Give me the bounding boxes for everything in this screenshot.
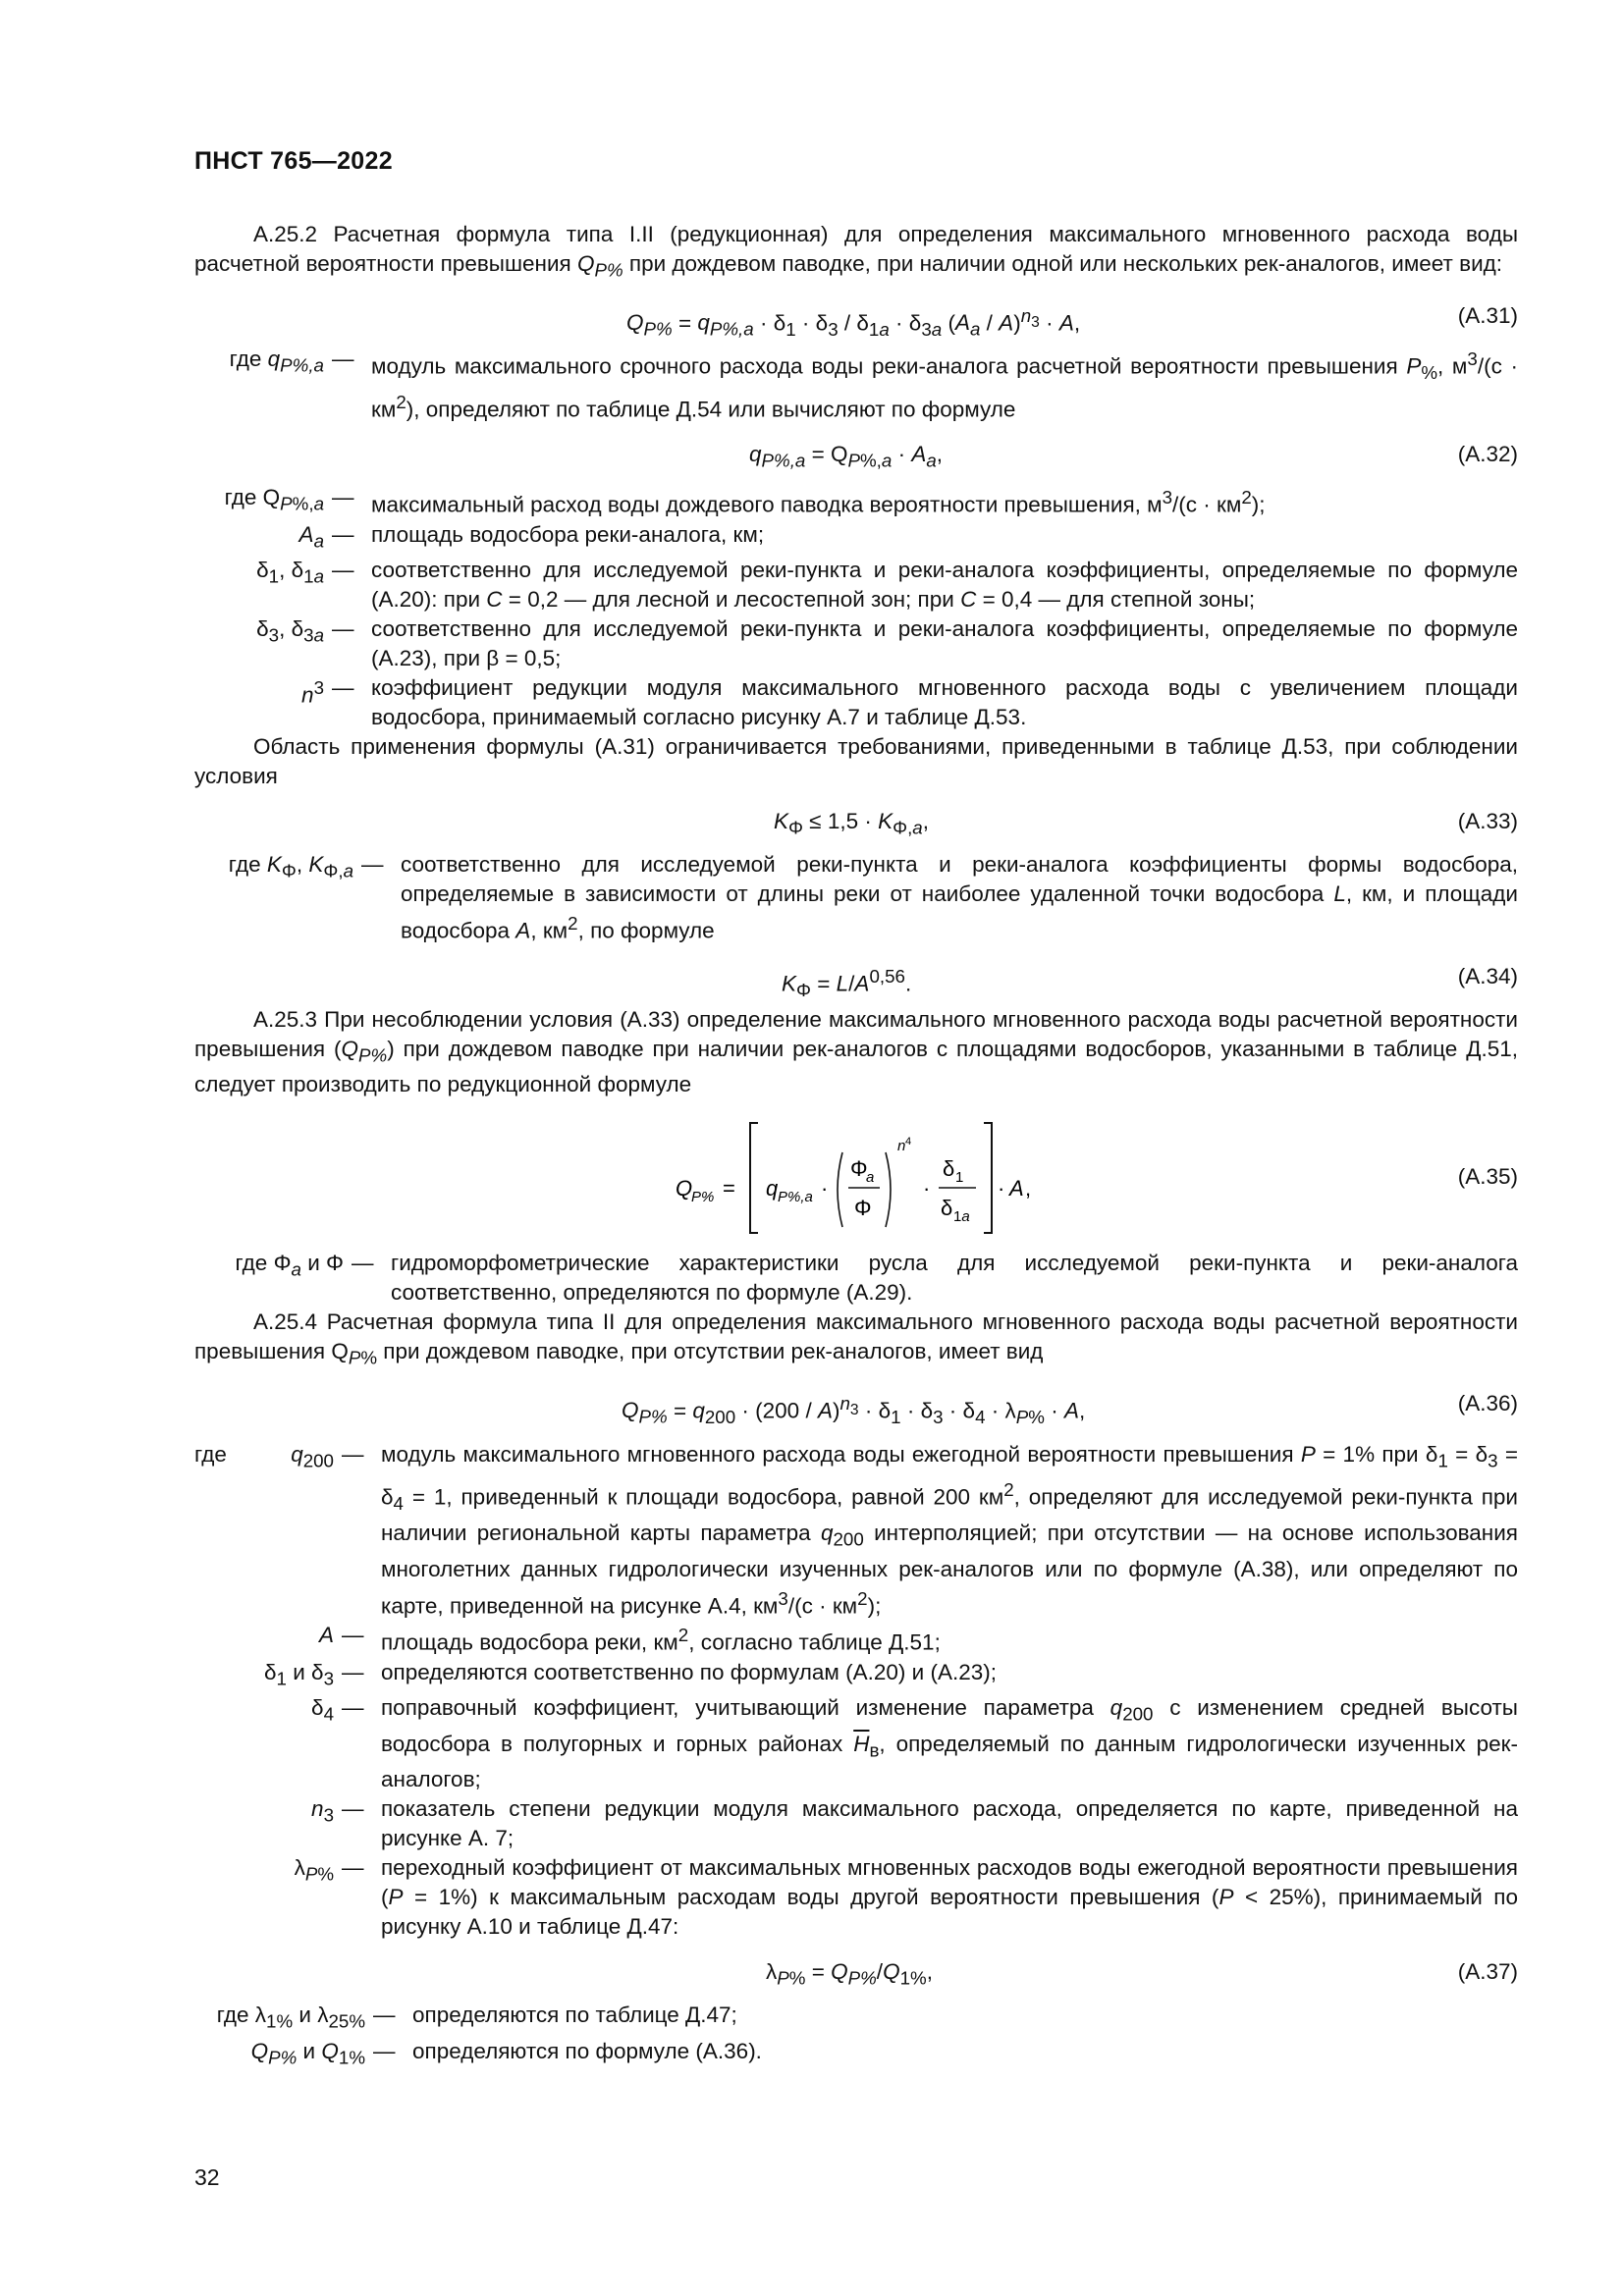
definition-text: соответственно для исследуемой реки-пункта и реки-аналога коэффициенты формы водосбора, определяемые в зависимости от длины реки от наиболее удаленной точки водосбора L, км, и площади водосбора A, $км^2$, по формуле — [401, 852, 1518, 943]
definition-term: $\delta_4$ — [311, 1695, 334, 1725]
paragraph-a25-2: А.25.2 Расчетная формула типа I.II (редукционная) для определения максимального мгновенного расхода воды расчетной вероятности превышения $Q_{P\%}$ при дождевом паводке, при наличии одной или нескольких рек-аналогов, имеет вид: — [194, 222, 1518, 281]
definition-text: определяются по таблице Д.47; — [412, 2002, 737, 2027]
formula-number: (А.31) — [1457, 302, 1518, 328]
svg-text:1: 1 — [955, 1169, 964, 1186]
definition-n3-map: $n_3$ — показатель степени редукции модуля максимального расхода, определяется по карте, приведенной на рисунке А. 7; — [194, 1794, 1518, 1853]
definition-n3: $n^3$ — коэффициент редукции модуля максимального мгновенного расхода воды с увеличением площади водосбора, принимаемый согласно рисунку А.7 и таблице Д.53. — [194, 673, 1518, 732]
definition-term: где $Q_{P\%,a}$ — [224, 485, 324, 514]
formula-number: (А.33) — [1457, 809, 1518, 833]
paragraph-a25-4: А.25.4 Расчетная формула типа II для определения максимального мгновенного расхода воды расчетной вероятности превышения $Q_{P\%}$ при дождевом паводке, при отсутствии рек-аналогов, имеет вид — [194, 1309, 1518, 1368]
formula-a33-expression: $K_\Phi \le 1,5 \cdot K_{\Phi,a}$, — [774, 809, 929, 838]
definition-lambda: $\lambda_{P\%}$ — переходный коэффициент от максимальных мгновенных расходов воды ежегодной вероятности превышения (P = 1%) к максимальным расходам воды другой вероятности превышения (P < 25%), принимаемый по рисунку А.10 и таблице Д.47: — [194, 1853, 1518, 1942]
definition-text: площадь водосбора реки, $км^2$, согласно таблице Д.51; — [381, 1625, 941, 1655]
formula-a31-expression: $Q_{P\%} = q_{P\%,a} \cdot \delta_1 \cdot \delta_3 / \delta_{1a} \cdot \delta_{3a}$ $(A_a / A)^{n_3} \cdot A$, — [626, 304, 1081, 340]
formula-a36 — [194, 1379, 1518, 1434]
svg-text:P%,a: P%,a — [778, 1189, 813, 1205]
definition-lambda-1-25: где $\lambda_{1\%}$ и $\lambda_{25\%}$ — определяются по таблице Д.47; — [194, 2001, 1518, 2037]
definition-QP-Q1: $Q_{P\%}$ и $Q_{1\%}$ — определяются по формуле (А.36). — [194, 2037, 1518, 2073]
definition-term: $q_{200}$ — [291, 1441, 334, 1470]
definition-text: соответственно для исследуемой реки-пункта и реки-аналога коэффициенты, определяемые по формуле (А.20): при C = 0,2 — для лесной и лесостепной зон; при C = 0,4 — для степной зоны; — [371, 558, 1518, 612]
definition-text: соответственно для исследуемой реки-пункта и реки-аналога коэффициенты, определяемые по формуле (А.23), при β = 0,5; — [371, 616, 1518, 670]
definition-term: где $\Phi_a$ и Φ — [235, 1251, 344, 1280]
svg-text:Φ: Φ — [854, 1196, 872, 1220]
formula-number: (А.34) — [1457, 963, 1518, 988]
svg-text:Φ: Φ — [850, 1156, 868, 1181]
formula-a33 — [194, 797, 1518, 844]
formula-a34 — [194, 952, 1518, 999]
svg-text:P%: P% — [691, 1189, 715, 1205]
definition-text: определяются соответственно по формулам (А.20) и (А.23); — [381, 1659, 997, 1684]
definition-Q-p-a: где $Q_{P\%,a}$ — максимальный расход воды дождевого паводка вероятности превышения, $м^3/(с \cdot км^2)$; — [194, 483, 1518, 520]
definition-q200: где $q_{200}$ — модуль максимального мгновенного расхода воды ежегодной вероятности превышения P = 1% при $\delta_1 = \delta_3 = \delta_4 = 1$, приведенный к площади водосбора, равной 200 $км^2$, определяют для исследуемой реки-пункта при наличии региональной карты параметра $q_{200}$ интерполяцией; при отсутствии — на основе использования многолетних данных гидрологически изученных рек-аналогов или по формуле (А.38), или определяют по карте, приведенной на рисунке А.4, $км^3/(с \cdot км^2)$; — [194, 1440, 1518, 1622]
formula-a37-expression: $\lambda_{P\%} = Q_{P\%}/Q_{1\%}$, — [766, 1959, 933, 1989]
definition-text: площадь водосбора реки-аналога, км; — [371, 521, 765, 547]
formula-number: (А.37) — [1457, 1959, 1518, 1984]
definition-delta1: $\delta_1$, $\delta_{1a}$ — соответственно для исследуемой реки-пункта и реки-аналога коэффициенты, определяемые по формуле (А.20): при C = 0,2 — для лесной и лесостепной зон; при C = 0,4 — для степной зоны; — [194, 556, 1518, 614]
page-number: 32 — [194, 2164, 220, 2190]
definition-term: где $\lambda_{1\%}$ и $\lambda_{25\%}$ — [216, 2002, 365, 2032]
definition-Phi: где $\Phi_a$ и Φ — гидроморфометрические характеристики русла для исследуемой реки-пункта и реки-аналога соответственно, определяются по формуле (А.29). — [194, 1249, 1518, 1308]
svg-text:4: 4 — [905, 1136, 912, 1148]
definition-term: $A_a$ — [298, 521, 324, 551]
definition-term: где $K_\Phi$, $K_{\Phi,a}$ — [228, 852, 353, 881]
svg-text:·: · — [923, 1176, 931, 1201]
svg-text:δ: δ — [943, 1156, 955, 1181]
definition-term: $\delta_3$, $\delta_{3a}$ — [256, 616, 324, 646]
definition-term: $\lambda_{P\%}$ — [294, 1855, 334, 1885]
formula-a35-expression — [676, 1105, 1068, 1243]
definition-term: A — [318, 1623, 334, 1647]
svg-text:=: = — [723, 1176, 735, 1201]
definition-text: гидроморфометрические характеристики русла для исследуемой реки-пункта и реки-аналога соответственно, определяются по формуле (А.29). — [391, 1251, 1518, 1305]
definition-A: A — площадь водосбора реки, $км^2$, согласно таблице Д.51; — [194, 1621, 1518, 1658]
definition-q-p-a: где $q_{P\%,a}$ — модуль максимального срочного расхода воды реки-аналога расчетной вероятности превышения $P_{\%}$, $м^3/(с \cdot км^2)$, определяют по таблице Д.54 или вычисляют по формуле — [194, 345, 1518, 425]
definition-delta3: $\delta_3$, $\delta_{3a}$ — соответственно для исследуемой реки-пункта и реки-аналога коэффициенты, определяемые по формуле (А.23), при β = 0,5; — [194, 614, 1518, 673]
definition-term: $n_3$ — [311, 1796, 334, 1826]
definition-KF: где $K_\Phi$, $K_{\Phi,a}$ — соответственно для исследуемой реки-пункта и реки-аналога коэффициенты формы водосбора, определяемые в зависимости от длины реки от наиболее удаленной точки водосбора L, км, и площади водосбора A, $км^2$, по формуле — [194, 850, 1518, 946]
definition-d4: $\delta_4$ — поправочный коэффициент, учитывающий изменение параметра $q_{200}$ с изменением средней высоты водосбора в полугорных и горных районах $\overline{H}_в$, определяемый по данным гидрологически изученных рек-аналогов; — [194, 1693, 1518, 1794]
definition-Aa: $A_a$ — площадь водосбора реки-аналога, км; — [194, 520, 1518, 557]
formula-a37 — [194, 1948, 1518, 1995]
svg-text:1a: 1a — [953, 1208, 970, 1225]
paragraph-area-condition: Область применения формулы (А.31) ограничивается требованиями, приведенными в таблице Д.53, при соблюдении условия — [194, 734, 1518, 788]
definition-term: $\delta_1$, $\delta_{1a}$ — [256, 558, 324, 587]
definition-d1-d3: $\delta_1$ и $\delta_3$ — определяются соответственно по формулам (А.20) и (А.23); — [194, 1658, 1518, 1694]
svg-text:·: · — [821, 1176, 829, 1201]
svg-text:Q: Q — [676, 1176, 693, 1201]
definition-text: коэффициент редукции модуля максимального мгновенного расхода воды с увеличением площади водосбора, принимаемый согласно рисунку А.7 и таблице Д.53. — [371, 675, 1518, 729]
definition-text: модуль максимального мгновенного расхода воды ежегодной вероятности превышения P = 1% при $\delta_1 = \delta_3 = \delta_4 = 1$, приведенный к площади водосбора, равной 200 $км^2$, определяют для исследуемой реки-пункта при наличии региональной карты параметра $q_{200}$ интерполяцией; при отсутствии — на основе использования многолетних данных гидрологически изученных рек-аналогов или по формуле (А.38), или определяют по карте, приведенной на рисунке А.4, $км^3/(с \cdot км^2)$; — [381, 1441, 1518, 1618]
document-body — [194, 220, 1518, 2072]
svg-text:·: · — [998, 1176, 1005, 1201]
definition-text: определяются по формуле (А.36). — [412, 2038, 762, 2063]
definition-text: переходный коэффициент от максимальных мгновенных расходов воды ежегодной вероятности превышения (P = 1%) к максимальным расходам воды другой вероятности превышения (P < 25%), принимаемый по рисунку А.10 и таблице Д.47: — [381, 1855, 1518, 1939]
svg-text:A: A — [1009, 1176, 1024, 1201]
definition-term: $\delta_1$ и $\delta_3$ — [263, 1659, 334, 1688]
svg-text:q: q — [766, 1176, 779, 1201]
svg-text:n: n — [897, 1138, 906, 1154]
formula-a32-expression: $q_{P\%,a} = Q_{P\%,a} \cdot A_a$, — [749, 442, 944, 471]
formula-a36-expression: $Q_{P\%} = q_{200} \cdot (200 / A)^{n_3} \cdot \delta_1 \cdot \delta_3 \cdot \delta_4 \cdot \lambda_{P\%} \cdot A$, — [622, 1392, 1086, 1427]
formula-number: (А.32) — [1457, 442, 1518, 466]
paragraph-a25-3: А.25.3 При несоблюдении условия (А.33) определение максимального мгновенного расхода воды расчетной вероятности превышения $(Q_{P\%})$ при дождевом паводке при наличии рек-аналогов с площадями водосборов, указанными в таблице Д.51, следует производить по редукционной формуле — [194, 1006, 1518, 1096]
document-header: ПНСТ 765—2022 — [194, 147, 393, 175]
definition-term: где $q_{P\%,a}$ — [229, 346, 324, 375]
definition-prefix: где — [194, 1441, 227, 1467]
formula-number: (А.36) — [1457, 1390, 1518, 1415]
svg-text:δ: δ — [941, 1196, 953, 1220]
definition-term: $Q_{P\%}$ и $Q_{1\%}$ — [250, 2038, 365, 2067]
formula-a32 — [194, 430, 1518, 477]
formula-a31 — [194, 292, 1518, 339]
definition-text: модуль максимального срочного расхода воды реки-аналога расчетной вероятности превышения $P_{\%}$, $м^3/(с \cdot км^2)$, определяют по таблице Д.54 или вычисляют по формуле — [371, 347, 1518, 421]
formula-a35 — [194, 1105, 1518, 1243]
definition-text: поправочный коэффициент, учитывающий изменение параметра $q_{200}$ с изменением средней высоты водосбора в полугорных и горных районах $\overline{H}_в$, определяемый по данным гидрологически изученных рек-аналогов; — [381, 1695, 1518, 1791]
svg-text:a: a — [866, 1169, 875, 1186]
definition-term: $n^3$ — [301, 677, 324, 708]
formula-a34-expression: $K_\Phi = L/A^{0,56}$. — [782, 965, 912, 1000]
definition-text: максимальный расход воды дождевого паводка вероятности превышения, $м^3/(с \cdot км^2)$; — [371, 487, 1266, 517]
svg-text:,: , — [1025, 1176, 1032, 1201]
formula-number: (А.35) — [1457, 1164, 1518, 1189]
definition-text: показатель степени редукции модуля максимального расхода, определяется по карте, приведенной на рисунке А. 7; — [381, 1796, 1518, 1850]
